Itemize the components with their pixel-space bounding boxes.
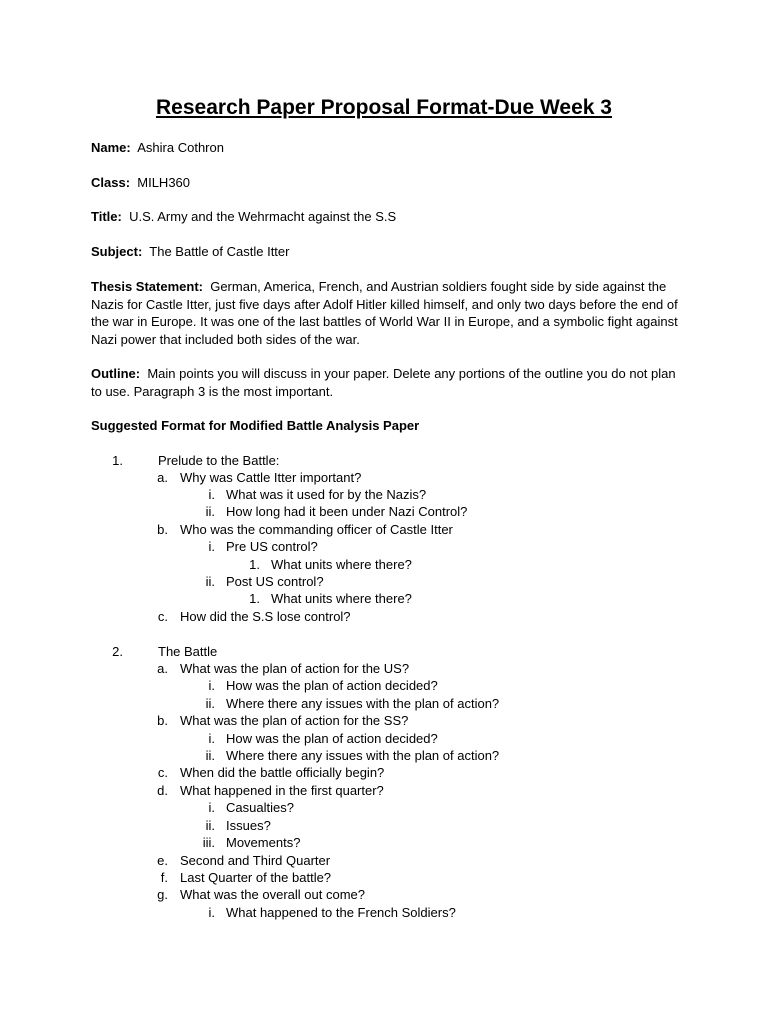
outline-text: What happened to the French Soldiers? [226,905,456,920]
thesis-value: German, America, French, and Austrian soldiers fought side by side against the Nazis for Castle Itter, just five days after Adolf Hitler killed himself, and only two days before the end of the war in Europe. It was one of the last battles of World War II in Europe, and a symbolic fight against Nazi power that included both sides of the war. [91,279,678,347]
title-value: U.S. Army and the Wehrmacht against the S.S [129,209,397,224]
outline-marker: b. [157,522,168,537]
subject-field [91,243,681,261]
outline-marker: c. [157,765,168,780]
outline-marker: i. [208,678,215,693]
outline-marker: f. [160,870,168,885]
outline-text: What was the plan of action for the US? [180,661,410,676]
outline-marker: i. [208,731,215,746]
outline-text: What happened in the first quarter? [180,783,384,798]
outline-marker: i. [208,487,215,502]
outline-text: Pre US control? [226,539,318,554]
outline-marker: i. [208,905,215,920]
outline-text: How did the S.S lose control? [180,609,351,624]
outline-marker: e. [157,853,168,868]
outline-marker: i. [208,800,215,815]
thesis-paragraph [91,278,681,348]
outline-text: Casualties? [226,800,294,815]
outline-text: Prelude to the Battle: [158,453,280,468]
outline-marker: ii. [205,818,215,833]
class-value: MILH360 [137,175,191,190]
outline-text: Movements? [226,835,301,850]
outline-text: What units where there? [271,591,412,606]
name-value: Ashira Cothron [137,140,224,155]
outline-marker: g. [157,887,168,902]
outline-text: How long had it been under Nazi Control? [226,504,468,519]
outline-marker: d. [157,783,168,798]
outline-marker: ii. [205,748,215,763]
outline-text: How was the plan of action decided? [226,678,438,693]
outline-text: When did the battle officially begin? [180,765,385,780]
class-label: Class: [91,175,131,190]
outline-marker: ii. [205,696,215,711]
outline-marker: a. [157,661,168,676]
outline-text: Post US control? [226,574,324,589]
outline-marker: ii. [205,504,215,519]
outline-text: The Battle [158,644,218,659]
outline-marker: 2. [112,644,123,659]
outline-text: What was it used for by the Nazis? [226,487,427,502]
outline-text: Where there any issues with the plan of action? [226,748,500,763]
outline-marker: 1. [112,453,123,468]
outline-marker: i. [208,539,215,554]
class-field [91,174,681,192]
name-label: Name: [91,140,131,155]
outline-marker: ii. [205,574,215,589]
title-label: Title: [91,209,122,224]
name-field [91,139,681,157]
outline-marker: c. [157,609,168,624]
outline-text: Second and Third Quarter [180,853,331,868]
format-heading: Suggested Format for Modified Battle Analysis Paper [91,418,420,433]
outline-text: Issues? [226,818,271,833]
outline-marker: b. [157,713,168,728]
outline-text: What was the plan of action for the SS? [180,713,409,728]
title-field [91,208,681,226]
outline-text: Why was Cattle Itter important? [180,470,362,485]
outline-text: What units where there? [271,557,412,572]
outline-text: Where there any issues with the plan of action? [226,696,500,711]
thesis-label: Thesis Statement: [91,279,203,294]
outline-value: Main points you will discuss in your paper. Delete any portions of the outline you do not plan to use. Paragraph 3 is the most important. [91,366,676,399]
outline-marker: 1. [249,591,260,606]
outline-marker: 1. [249,557,260,572]
outline-text: What was the overall out come? [180,887,365,902]
outline-paragraph [91,365,681,400]
outline-text: How was the plan of action decided? [226,731,438,746]
subject-label: Subject: [91,244,143,259]
outline-marker: iii. [202,835,215,850]
subject-value: The Battle of Castle Itter [149,244,290,259]
outline-marker: a. [157,470,168,485]
outline-text: Who was the commanding officer of Castle Itter [180,522,453,537]
outline-text: Last Quarter of the battle? [180,870,332,885]
document-title: Research Paper Proposal Format-Due Week 3 [156,96,612,119]
outline-label: Outline: [91,366,141,381]
